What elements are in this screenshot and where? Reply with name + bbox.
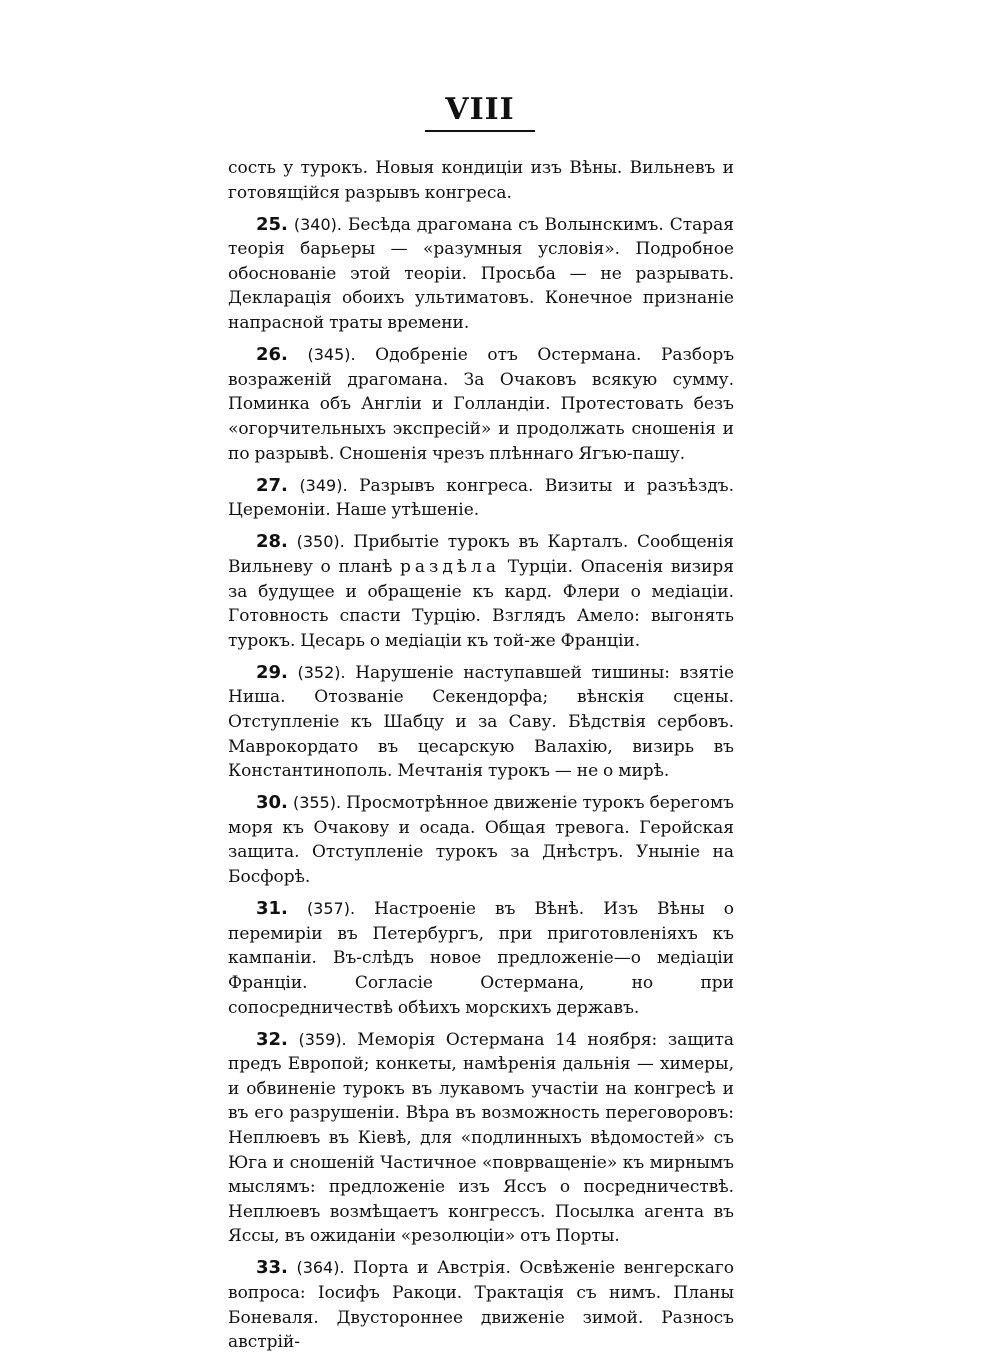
entry-reference: (355).: [292, 793, 342, 813]
page-number: VIII: [445, 92, 515, 127]
entry-reference: (364).: [296, 1258, 345, 1278]
entry-reference: (349).: [299, 475, 348, 495]
page-header: [425, 92, 535, 132]
entry-reference: (345).: [307, 345, 356, 365]
entry-reference: (340).: [293, 214, 342, 234]
entry-text: Просмотрѣнное движеніе турокъ берегомъ моря къ Очакову и осада. Общая тревога. Геройская защита. Отступленіе турокъ за Днѣстръ. Уныніе на Босфорѣ.: [228, 793, 734, 888]
intro-paragraph: сость у турокъ. Новыя кондиціи изъ Вѣны. Вильневъ и готовящійся разрывъ конгреса.: [228, 158, 734, 203]
entry-25: [228, 213, 734, 336]
entry-text: Настроеніе въ Вѣнѣ. Изъ Вѣны о перемиріи въ Петербургъ, при приготовленіяхъ къ кампаніи. Въ-слѣдъ новое предложеніе—о медіаціи Франціи. Согласіе Остермана, но при сопосредничествѣ обѣихъ морскихъ державъ.: [228, 899, 735, 1018]
entry-number: 29.: [256, 661, 288, 683]
entry-number: 31.: [256, 898, 288, 920]
entry-31: [228, 897, 734, 1020]
entry-number: 25.: [256, 213, 288, 235]
entry-30: [228, 791, 734, 889]
entry-reference: (359).: [298, 1029, 347, 1049]
entry-29: [228, 661, 734, 784]
entry-text: Разрывъ конгреса. Визиты и разъѣздъ. Церемоніи. Наше утѣшеніе.: [228, 475, 735, 521]
entry-text: Бесѣда драгомана съ Волынскимъ. Старая теорія барьеры — «разумныя условія». Подробное обоснованіе этой теоріи. Просьба — не разрывать. Декларація обоихъ ультиматовъ. Конечное признаніе напрасной траты времени.: [228, 214, 735, 334]
entry-reference: (352).: [297, 662, 346, 682]
entry-26: [228, 343, 734, 466]
entry-text: Прибытіе турокъ въ Карталъ. Сообщенія Вильневу о планѣ: [228, 532, 735, 577]
entry-text: Нарушеніе наступавшей тишины: взятіе Ниша. Отозваніе Секендорфа; вѣнскія сцены. Отступленіе къ Шабцу и за Саву. Бѣдствія сербовъ. Маврокордато въ цесарскую Валахію, визирь въ Константинополь. Мечтанія турокъ — не о мирѣ.: [228, 662, 735, 782]
entry-27: [228, 474, 734, 523]
header-rule: [425, 130, 535, 132]
entry-number: 32.: [256, 1028, 288, 1050]
entry-text: Одобреніе отъ Остермана. Разборъ возраженій драгомана. За Очаковъ всякую сумму. Поминка объ Англіи и Голландіи. Протестовать безъ «огорчительныхъ экспресій» и продолжать сношенія и по разрывѣ. Сношенія чрезъ плѣннаго Ягъю-пашу.: [228, 345, 735, 464]
entry-33: [228, 1256, 734, 1354]
entry-32: [228, 1028, 734, 1249]
entry-reference: (350).: [296, 532, 345, 552]
entry-reference: (357).: [306, 899, 356, 919]
text-body: [228, 156, 734, 1362]
entry-text: Турціи. Опасенія визиря за будущее и обращеніе къ кард. Флери о медіаціи. Готовность спасти Турцію. Взглядъ Амело: выгонять турокъ. Цесарь о медіаціи къ той-же Франціи.: [228, 556, 734, 651]
entry-number: 27.: [256, 474, 288, 496]
entry-28: [228, 530, 734, 653]
entry-number: 30.: [256, 792, 288, 814]
entry-number: 26.: [256, 344, 288, 366]
entry-number: 33.: [256, 1257, 288, 1279]
entry-text-spaced: раздѣла: [400, 556, 500, 577]
entry-text: Меморія Остермана 14 ноября: защита предъ Европой; конкеты, намѣренія дальнія — химеры, и обвиненіе турокъ въ лукавомъ участіи на конгресѣ и въ его разрушеніи. Вѣра въ возможность переговоровъ: Неплюевъ въ Кіевѣ, для «подлинныхъ вѣдомостей» съ Юга и сношеній Частичное «поврващеніе» къ мирнымъ мыслямъ: предложеніе изъ Яссъ о посредничествѣ. Неплюевъ возмѣщаетъ конгрессъ. Посылка агента въ Яссы, въ ожиданіи «резолюціи» отъ Порты.: [228, 1029, 734, 1247]
entry-text: Порта и Австрія. Освѣженіе венгерскаго вопроса: Іосифъ Ракоци. Трактація съ нимъ. Планы Боневаля. Двустороннее движеніе зимой. Разносъ австрій-: [228, 1258, 735, 1353]
entry-number: 28.: [256, 531, 288, 553]
